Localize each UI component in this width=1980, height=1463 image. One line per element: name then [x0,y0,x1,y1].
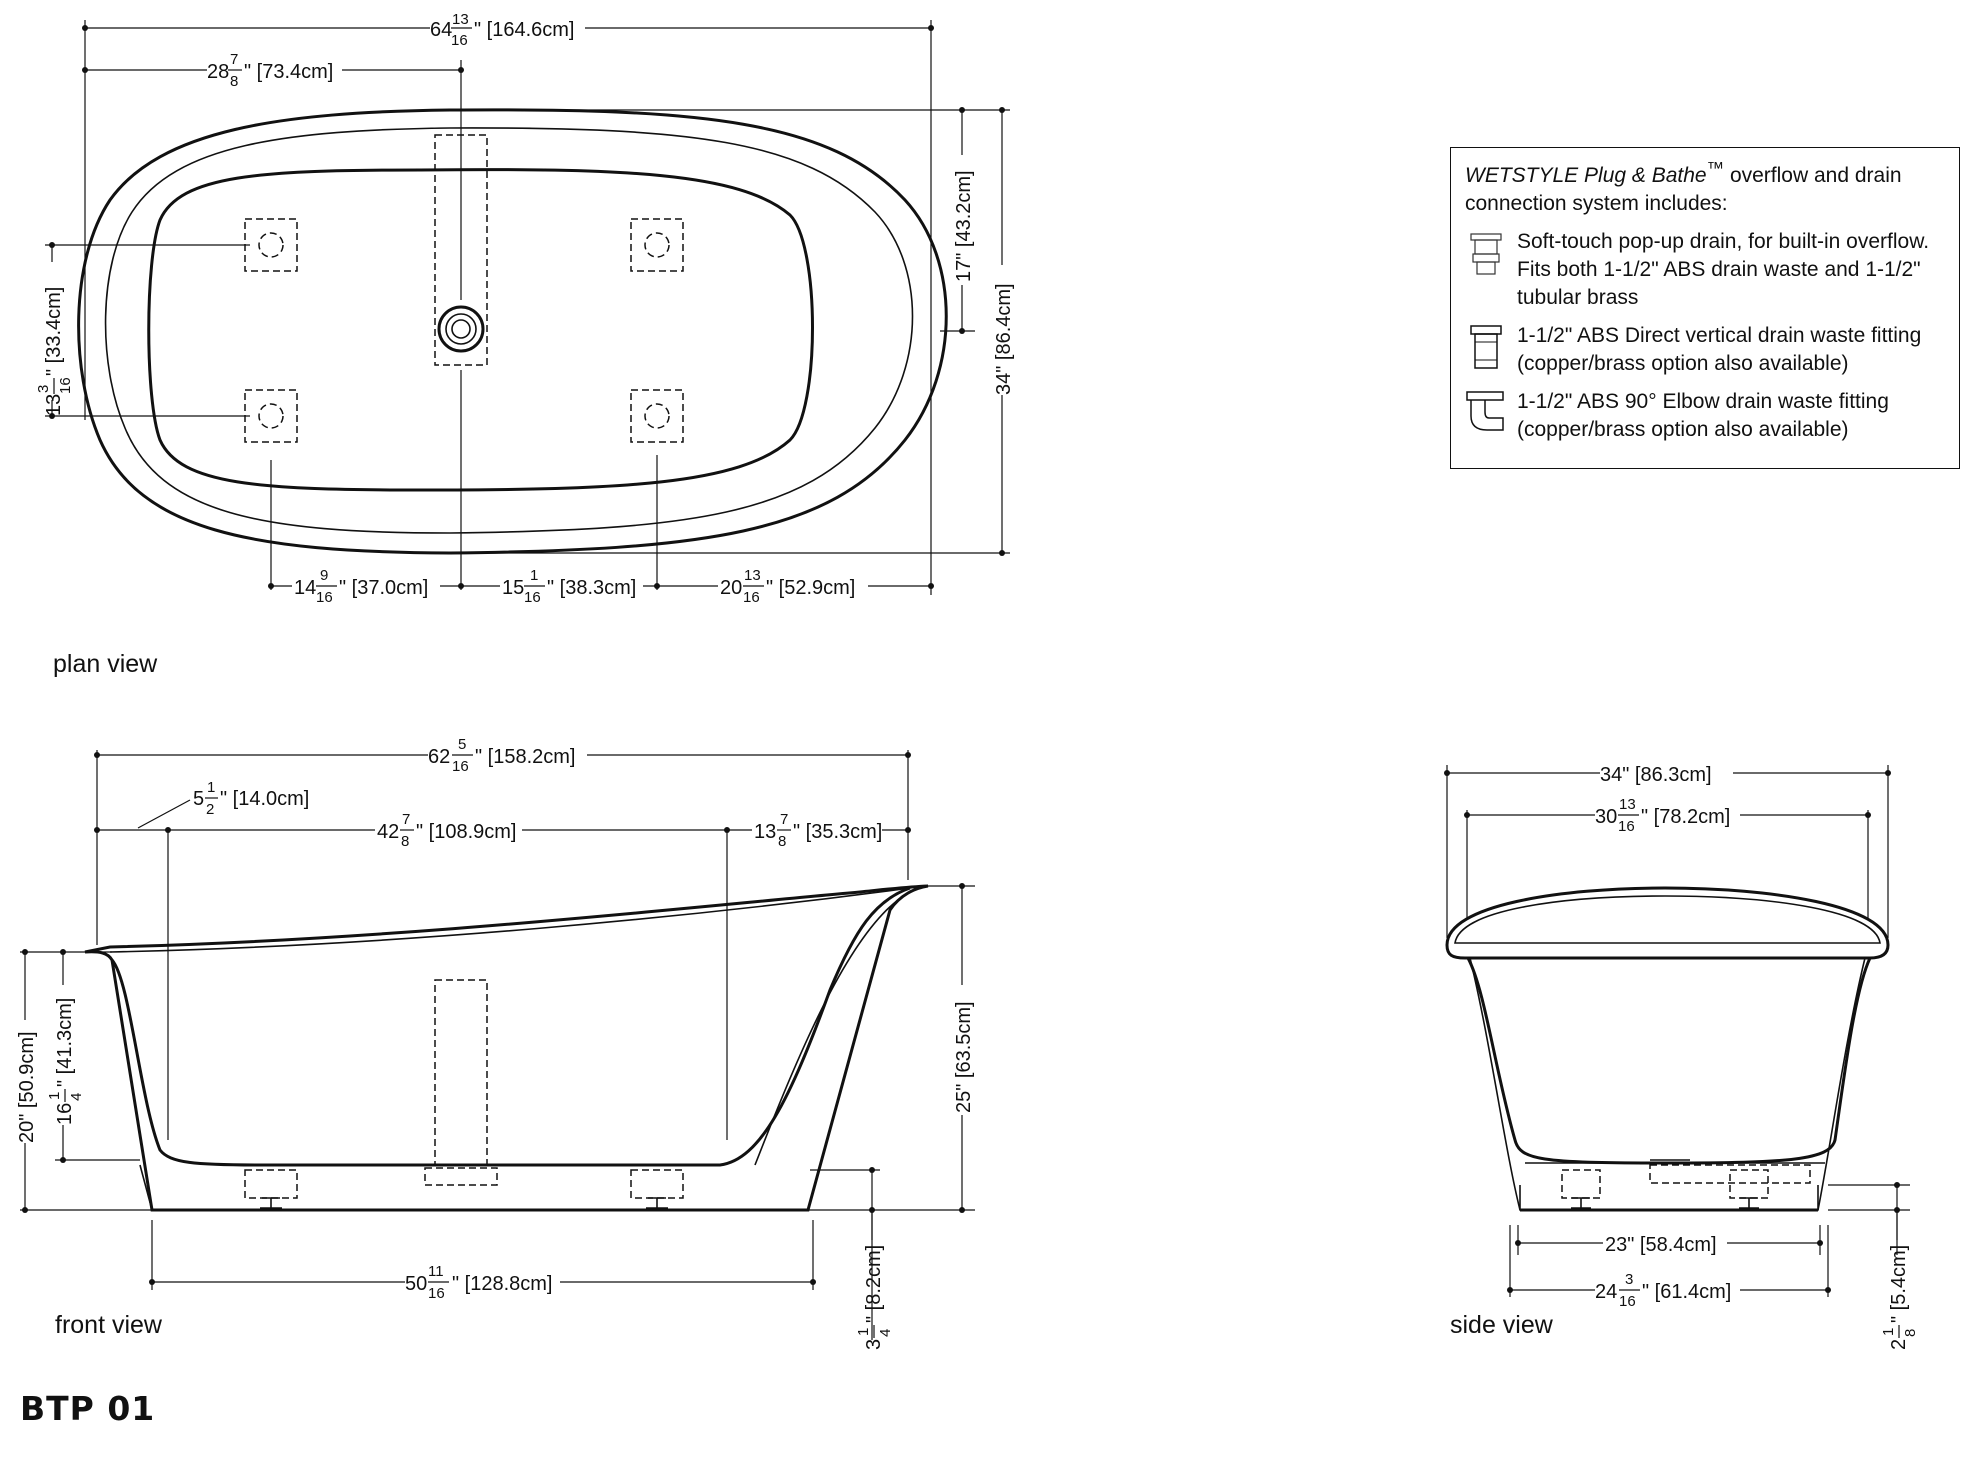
dim-front-interior-suffix: " [108.9cm] [416,821,517,843]
dim-side-interior-num: 13 [1619,796,1636,813]
dim-front-interior-den: 8 [401,833,410,850]
legend-item-elbow-fitting [1465,388,1945,444]
elbow-fitting-icon [1465,390,1507,440]
dim-plan-drain-num: 7 [230,51,239,68]
popup-drain-icon [1465,230,1507,280]
dim-side-interior-whole: 30 [1595,806,1618,828]
dim-side-base-outer-whole: 24 [1595,1281,1618,1303]
dim-side-baseh-den: 8 [1902,1328,1919,1337]
legend-item-vertical-fitting-text: 1-1/2" ABS Direct vertical drain waste fitting (copper/brass option also available) [1517,324,1922,375]
plan-foot-top-left [245,219,297,271]
dim-front-depth-suffix: " [41.3cm] [54,997,76,1087]
plan-rim-inner [106,128,913,533]
side-foot-right [1730,1170,1768,1208]
dim-plan-drain-den: 8 [230,73,239,90]
side-body [1468,958,1870,1163]
dim-plan-drain-suffix: " [73.4cm] [244,61,334,83]
dim-front-base-num: 11 [428,1263,444,1280]
dim-front-rim-low: 20" [50.9cm] [16,1031,38,1143]
drain-system-legend [1450,147,1960,469]
dim-plan-a-num: 9 [320,567,329,584]
dim-plan-feet-y-suffix: " [33.4cm] [43,286,65,376]
dim-front-lip-num: 1 [207,779,216,796]
dim-front-interior-num: 7 [402,811,411,828]
side-view-label: side view [1450,1311,1553,1339]
dim-front-overall-suffix: " [158.2cm] [475,746,576,768]
dim-side-base-inner: 23" [58.4cm] [1605,1234,1717,1256]
legend-intro [1465,154,1945,218]
front-view [16,736,975,1350]
dim-front-interior-whole: 42 [377,821,400,843]
dim-front-depth-den: 4 [68,1092,85,1101]
dim-plan-c-whole: 20 [720,577,743,599]
front-drain-channel [435,980,487,1165]
plan-foot-top-right [631,219,683,271]
dim-plan-b-whole: 15 [502,577,525,599]
dim-front-back-whole: 13 [754,821,777,843]
dim-plan-overall-width: 34" [86.4cm] [993,283,1015,395]
dim-plan-c-den: 16 [743,589,760,606]
legend-item-vertical-fitting [1465,322,1945,378]
plan-drain-center [452,320,470,338]
dim-plan-drain-whole: 28 [207,61,230,83]
dim-side-interior-den: 16 [1618,818,1635,835]
dim-side-base-outer-suffix: " [61.4cm] [1642,1281,1732,1303]
dim-front-overall-num: 5 [458,736,467,753]
dim-plan-b-suffix: " [38.3cm] [547,577,637,599]
dim-front-depth-num: 1 [46,1091,63,1100]
dim-plan-half-width: 17" [43.2cm] [953,170,975,282]
legend-item-elbow-fitting-text: 1-1/2" ABS 90° Elbow drain waste fitting (copper/brass option also available) [1517,390,1889,441]
dim-plan-feet-y-den: 16 [57,377,74,394]
front-foot-left [245,1170,297,1208]
dim-front-back-den: 8 [778,833,787,850]
dim-plan-b-den: 16 [524,589,541,606]
dim-plan-a-den: 16 [316,589,333,606]
plan-outer-rim [79,110,947,553]
legend-brand: WETSTYLE Plug & Bathe [1465,164,1707,187]
dim-plan-overall-suffix: " [164.6cm] [474,19,575,41]
side-rim [1447,888,1888,958]
dim-side-interior-suffix: " [78.2cm] [1641,806,1731,828]
vertical-fitting-icon [1465,324,1507,374]
dim-plan-overall-den: 16 [451,32,468,49]
dim-plan-feet-y-num: 3 [35,384,52,393]
dim-front-overall-den: 16 [452,758,469,775]
dim-plan-overall-whole: 64 [430,19,453,41]
dim-front-back-suffix: " [35.3cm] [793,821,883,843]
dim-plan-b-num: 1 [530,567,539,584]
legend-intro-text: overflow and drain connection system includes: [1465,164,1902,215]
side-foot-left [1562,1170,1600,1208]
dim-front-base-whole: 50 [405,1273,428,1295]
dim-front-back-num: 7 [780,811,789,828]
side-view [1444,764,1919,1350]
dim-plan-a-whole: 14 [294,577,317,599]
dim-front-depth-whole: 16 [54,1102,76,1125]
model-code: BTP 01 [20,1389,156,1428]
dim-side-overall: 34" [86.3cm] [1600,764,1712,786]
dim-front-rim-high: 25" [63.5cm] [953,1001,975,1113]
dim-front-overall-whole: 62 [428,746,451,768]
front-outer-shell [85,886,928,1210]
dim-front-base-suffix: " [128.8cm] [452,1273,553,1295]
dim-side-base-outer-num: 3 [1625,1271,1634,1288]
plan-view [35,11,1015,678]
plan-view-label: plan view [53,650,158,678]
plan-basin [149,170,813,490]
dim-front-baseh-whole: 3 [863,1338,885,1350]
dim-front-lip-suffix: " [14.0cm] [220,788,310,810]
dim-plan-overall-num: 13 [452,11,469,28]
dim-plan-c-num: 13 [744,567,761,584]
dim-front-baseh-suffix: " [8.2cm] [863,1244,885,1323]
dim-front-baseh-den: 4 [877,1328,894,1337]
legend-trademark: ™ [1706,158,1725,178]
dim-side-base-outer-den: 16 [1619,1293,1636,1310]
front-basin [112,888,910,1165]
dim-front-baseh-num: 1 [855,1327,872,1336]
dim-side-baseh-num: 1 [1880,1327,1897,1336]
plan-drain-ring [446,314,476,344]
dim-front-lip-whole: 5 [193,788,205,810]
dim-plan-a-suffix: " [37.0cm] [339,577,429,599]
plan-foot-bottom-left [245,390,297,442]
front-view-label: front view [55,1311,162,1339]
dim-side-baseh-whole: 2 [1888,1338,1910,1350]
dim-plan-c-suffix: " [52.9cm] [766,577,856,599]
dim-side-baseh-suffix: " [5.4cm] [1888,1244,1910,1323]
dim-plan-feet-y-whole: 13 [43,393,65,416]
front-foot-right [631,1170,683,1208]
legend-item-popup-drain [1465,228,1945,312]
legend-item-popup-drain-text: Soft-touch pop-up drain, for built-in overflow. Fits both 1-1/2" ABS drain waste and 1-1/2" tubular brass [1517,230,1930,309]
plan-foot-bottom-right [631,390,683,442]
dim-front-lip-den: 2 [206,801,215,818]
dim-front-base-den: 16 [428,1285,445,1302]
